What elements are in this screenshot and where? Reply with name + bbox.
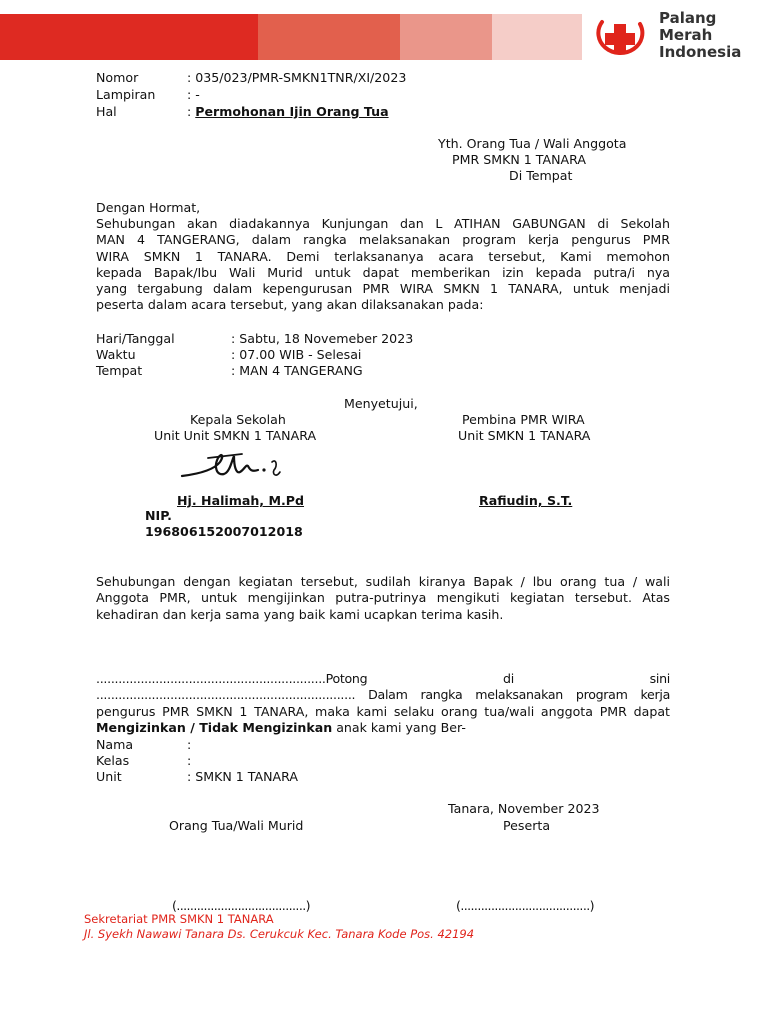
nama-value: : (187, 737, 192, 752)
footer-secretariat: Sekretariat PMR SMKN 1 TANARA (84, 912, 274, 926)
nip-label: NIP. (145, 508, 172, 523)
lampiran-label: Lampiran (96, 87, 156, 102)
cutoff-consent-line (96, 720, 670, 736)
cutoff-line: ...................................................................... Dalam rangka melaksanakan program kerja (96, 687, 670, 703)
closing-line: Anggota PMR, untuk mengijinkan putra-putrinya mengikuti kegiatan tersebut. Atas (96, 590, 670, 606)
logo-line-2: Merah (659, 26, 713, 44)
parent-role: Orang Tua/Wali Murid (169, 818, 304, 833)
cutoff-line: ..............................................................Potong di sini (96, 671, 670, 686)
recipient-line-3: Di Tempat (509, 168, 573, 183)
body-line: MAN 4 TANGERANG, dalam rangka melaksanakan program kerja pengurus PMR (96, 232, 670, 248)
header-band-salmon (400, 14, 492, 60)
nama-label: Nama (96, 737, 134, 752)
consent-choice: Mengizinkan / Tidak Mengizinkan (96, 719, 333, 735)
hari-value: : Sabtu, 18 Novemeber 2023 (231, 331, 414, 346)
body-line: WIRA SMKN 1 TANARA. Demi terlaksananya acara tersebut, Kami memohon (96, 248, 670, 264)
right-signer-name: Rafiudin, S.T. (479, 493, 573, 508)
recipient-line-2: PMR SMKN 1 TANARA (452, 152, 586, 167)
greeting: Dengan Hormat, (96, 200, 201, 215)
right-title-1: Pembina PMR WIRA (462, 412, 585, 427)
hal-value: Permohonan Ijin Orang Tua (195, 104, 389, 119)
lampiran-value: : - (187, 87, 200, 102)
approval-heading: Menyetujui, (344, 396, 418, 411)
closing-paragraph (96, 574, 670, 623)
nomor-value: : 035/023/PMR-SMKN1TNR/XI/2023 (187, 70, 407, 85)
signature-icon (178, 448, 288, 484)
hari-label: Hari/Tanggal (96, 331, 175, 346)
participant-signature-line: (......................................) (456, 898, 594, 913)
parent-signature-line: (......................................) (172, 898, 310, 913)
cutoff-section (96, 671, 670, 736)
left-title-2: Unit Unit SMKN 1 TANARA (154, 428, 317, 443)
kelas-label: Kelas (96, 753, 130, 768)
hal-value-row (187, 104, 389, 119)
nip-value: 196806152007012018 (145, 524, 303, 539)
consent-rest: anak kami yang Ber- (332, 719, 466, 735)
closing-line: Sehubungan dengan kegiatan tersebut, sudilah kiranya Bapak / lbu orang tua / wali (96, 574, 670, 589)
participant-role: Peserta (503, 818, 551, 833)
body-line: Sehubungan akan diadakannya Kunjungan dan L ATIHAN GABUNGAN di Sekolah (96, 216, 670, 231)
right-title-2: Unit SMKN 1 TANARA (458, 428, 591, 443)
hal-colon: : (187, 104, 192, 119)
red-cross-icon (592, 14, 650, 62)
header-band-red (0, 14, 258, 60)
body-line: peserta dalam acara tersebut, yang akan dilaksanakan pada: (96, 297, 484, 313)
body-paragraph (96, 216, 670, 314)
footer-address: Jl. Syekh Nawawi Tanara Ds. Cerukcuk Kec. Tanara Kode Pos. 42194 (84, 927, 475, 941)
waktu-label: Waktu (96, 347, 136, 362)
body-line: yang tergabung dalam kepengurusan PMR WIRA SMKN 1 TANARA, untuk menjadi (96, 281, 670, 297)
tempat-value: : MAN 4 TANGERANG (231, 363, 363, 378)
closing-line: kehadiran dan kerja sama yang baik kami ucapkan terima kasih. (96, 606, 504, 622)
nomor-label: Nomor (96, 70, 139, 85)
tempat-label: Tempat (96, 363, 143, 378)
left-title-1: Kepala Sekolah (190, 412, 286, 427)
pmi-logo (592, 10, 768, 62)
left-signer-name: Hj. Halimah, M.Pd (177, 493, 305, 508)
cutoff-line: pengurus PMR SMKN 1 TANARA, maka kami selaku orang tua/wali anggota PMR dapat (96, 703, 670, 719)
waktu-value: : 07.00 WIB - Selesai (231, 347, 362, 362)
place-date: Tanara, November 2023 (448, 801, 600, 816)
header-band-coral (258, 14, 400, 60)
body-line: kepada Bapak/Ibu Wali Murid untuk dapat memberikan izin kepada putra/i nya (96, 264, 670, 280)
kelas-value: : (187, 753, 192, 768)
header-band-pink (492, 14, 582, 60)
unit-label: Unit (96, 769, 122, 784)
logo-line-3: Indonesia (659, 43, 742, 61)
recipient-line-1: Yth. Orang Tua / Wali Anggota (438, 136, 627, 151)
logo-line-1: Palang (659, 9, 717, 27)
hal-label: Hal (96, 104, 117, 119)
unit-value: : SMKN 1 TANARA (187, 769, 299, 784)
logo-text (659, 10, 741, 61)
